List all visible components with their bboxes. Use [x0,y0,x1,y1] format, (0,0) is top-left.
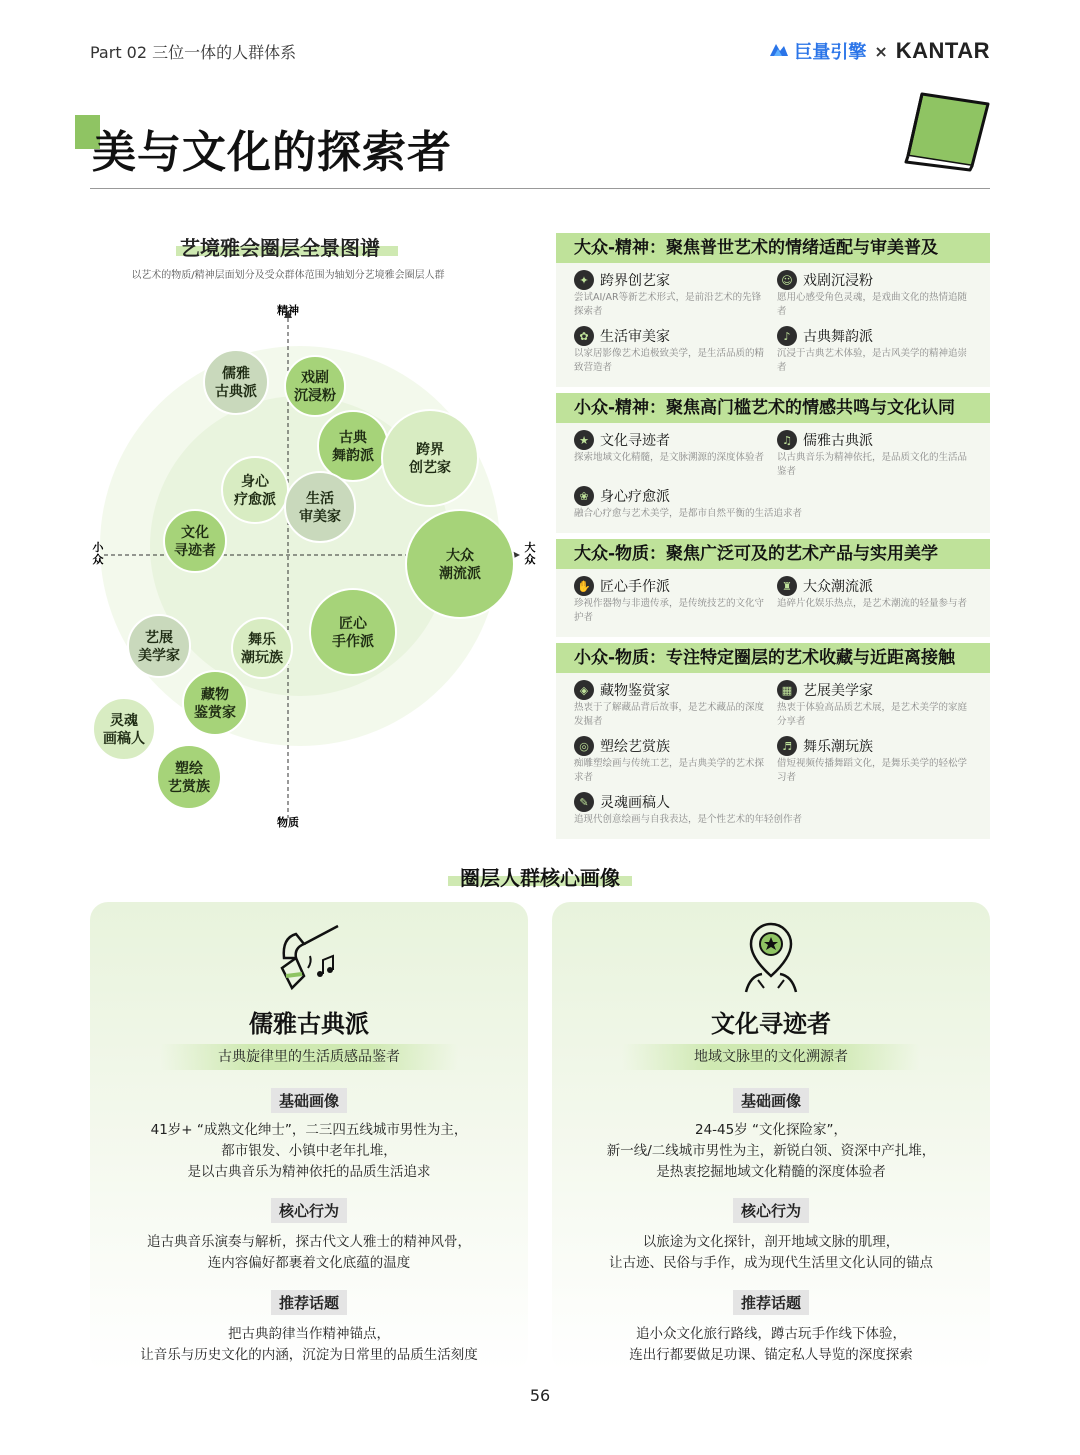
oceanengine-icon [768,42,790,60]
behavior-line: 以旅途为文化探针，剖开地域文脉的肌理， [642,1234,900,1250]
segment-item-desc: 珍视作器物与非遗传承，是传统技艺的文化守护者 [574,598,765,623]
persona-icon: ♫ [777,430,797,450]
segment-item-name [574,575,767,597]
bubble-label: 潮玩族 [241,650,283,666]
behavior-line: 追古典音乐演奏与解析，探古代文人雅士的精神风骨， [147,1234,471,1250]
segment-item-label: 儒雅古典派 [803,433,873,449]
segment-item-label: 戏剧沉浸粉 [803,273,873,289]
topic-label: 推荐话题 [271,1290,347,1315]
persona-card-explorer [552,902,990,1372]
topic-line: 让音乐与历史文化的内涵，沉淀为日常里的品质生活刻度 [140,1347,478,1363]
segment-item [574,269,777,319]
segment-item-name [777,429,970,451]
brand-times: × [874,41,888,61]
segment-item-desc: 探索地域文化精髓，是文脉溯源的深度体验者 [574,452,765,463]
segment-body [556,423,990,533]
core-title: 圈层人群核心画像 [460,866,620,890]
persona-card-classical [90,902,528,1372]
persona-icon: ◎ [574,736,594,756]
bubble-circle [93,698,155,760]
bubble-label: 古典派 [215,384,257,400]
bubble-label: 舞乐 [248,632,276,648]
bubble-label: 匠心 [339,616,367,632]
behavior-line: 连内容偏好都裹着文化底蕴的温度 [207,1255,411,1271]
section-label: Part 02 三位一体的人群体系 [90,43,297,62]
behavior-label: 核心行为 [271,1198,347,1223]
basic-label: 基础画像 [733,1088,809,1113]
axis-bottom-label: 物质 [277,816,299,829]
axis-top-label: 精神 [277,304,299,317]
segment-item-label: 跨界创艺家 [600,273,670,289]
persona-icon: ✎ [574,792,594,812]
segment-item [574,735,777,785]
page-number: 56 [529,1386,551,1405]
persona-icon: ✦ [574,270,594,290]
segment-item-desc: 尝试AI/AR等新艺术形式，是前沿艺术的先锋探索者 [574,292,762,317]
bubble-7 [406,510,514,618]
map-title: 艺境雅会圈层全景图谱 [180,236,380,260]
bubble-label: 审美家 [299,509,341,525]
bubble-label: 手作派 [332,634,374,650]
segment-item [777,575,980,625]
segment-item [777,269,980,319]
persona-tagline: 地域文脉里的文化溯源者 [622,1044,920,1070]
behavior-text [110,1232,508,1274]
bubble-label: 身心 [241,474,269,490]
bubble-label: 大众 [446,548,474,564]
persona-icon: ◈ [574,680,594,700]
bubble-label: 跨界 [416,442,444,458]
conductor-icon [274,918,344,998]
topic-line: 连出行都要做足功课、锚定私人导览的深度探索 [629,1347,913,1363]
persona-icon: ✿ [574,326,594,346]
bubble-circle [285,356,345,416]
bubble-circle [318,411,388,481]
persona-icon: ♜ [777,576,797,596]
segment-item-desc: 沉浸于古典艺术体验，是古风美学的精神追崇者 [777,348,968,373]
brand-logos [768,38,990,64]
behavior-label: 核心行为 [733,1198,809,1223]
segment-item-desc: 融合心疗愈与艺术美学，是都市自然平衡的生活追求者 [574,508,803,519]
basic-line: 新一线/二线城市男性为主，新锐白领、资深中产扎堆， [606,1143,936,1159]
basic-line: 是以古典音乐为精神依托的品质生活追求 [187,1164,431,1180]
bubble-circle [285,472,355,542]
bubble-label: 文化 [181,525,209,541]
segment-item-name [574,679,767,701]
persona-icon: ✋ [574,576,594,596]
segment-item-desc: 热衷于体验高品质艺术展，是艺术美学的家庭分享者 [777,702,968,727]
segment-item-label: 塑绘艺赏族 [600,739,670,755]
segment-item-label: 生活审美家 [600,329,670,345]
segment-item-label: 藏物鉴赏家 [600,683,670,699]
persona-icon: ♪ [777,326,797,346]
bubble-label: 舞韵派 [332,448,374,464]
basic-text [110,1120,508,1183]
segment-item-desc: 追现代创意绘画与自我表达，是个性艺术的年轻创作者 [574,814,803,825]
segment-header: 小众-物质：专注特定圈层的艺术收藏与近距离接触 [556,643,990,673]
segment-panel [556,233,990,839]
title-divider [90,188,990,189]
bubble-1 [285,356,345,416]
bubble-8 [310,589,396,675]
topic-text [110,1324,508,1366]
persona-name: 儒雅古典派 [249,1010,369,1038]
bubble-label: 戏剧 [301,370,329,386]
segment-item-desc: 借短视频传播舞蹈文化，是舞乐美学的轻松学习者 [777,758,968,783]
segment-item-desc: 愿用心感受角色灵魂，是戏曲文化的热情追随者 [777,292,968,317]
segment-item [574,575,777,625]
bubble-label: 画稿人 [103,731,145,747]
topic-line: 追小众文化旅行路线，蹲古玩手作线下体验， [636,1326,906,1342]
explorer-icon [736,918,806,998]
basic-line: 是热衷挖掘地域文化精髓的深度体验者 [656,1164,886,1180]
segment-item [574,791,980,827]
basic-line: 都市银发、小镇中老年扎堆， [221,1143,397,1159]
segment-item-name [574,429,767,451]
bubble-11 [183,671,247,735]
segment-item-name [777,735,970,757]
audience-map [90,296,536,836]
segment-body [556,673,990,839]
bubble-circle [204,350,268,414]
segment-item-name [574,791,970,813]
bubble-6 [164,510,226,572]
segment-item [574,679,777,729]
segment-item-desc: 以古典音乐为精神依托，是品质文化的生活品鉴者 [777,452,968,477]
page-title: 美与文化的探索者 [92,127,452,178]
basic-line: 24-45岁 “文化探险家”， [694,1122,847,1138]
bubble-label: 鉴赏家 [194,705,236,721]
segment-item-label: 舞乐潮玩族 [803,739,873,755]
bubble-3 [382,410,478,506]
bubble-label: 塑绘 [175,761,203,777]
segment-body [556,569,990,637]
segment-item [777,679,980,729]
bubble-circle [406,510,514,618]
segment-item-name [777,575,970,597]
segment-item-desc: 追碎片化娱乐热点，是艺术潮流的轻量参与者 [777,598,968,609]
map-subtitle: 以艺术的物质/精神层面划分及受众群体范围为轴划分艺境雅会圈层人群 [131,270,445,281]
bubble-label: 创艺家 [409,460,451,476]
segment-header: 小众-精神：聚焦高门槛艺术的情感共鸣与文化认同 [556,393,990,423]
basic-label: 基础画像 [271,1088,347,1113]
segment-item-label: 艺展美学家 [803,683,873,699]
bubble-circle [157,745,221,809]
bubble-circle [128,615,190,677]
bubble-label: 古典 [339,430,367,446]
bubble-label: 寻迹者 [174,543,216,559]
axis-right-label: 大众 [524,541,536,566]
segment-header: 大众-精神：聚焦普世艺术的情绪适配与审美普及 [556,233,990,263]
basic-text [572,1120,970,1183]
bubble-circle [310,589,396,675]
persona-icon: ☺ [777,270,797,290]
segment-item-desc: 痴雕塑绘画与传统工艺，是古典美学的艺术探求者 [574,758,765,783]
segment-item-name [777,679,970,701]
brand1-text: 巨量引擎 [794,42,867,63]
bubble-label: 美学家 [138,648,180,664]
segment-item-name [574,485,970,507]
bubble-label: 藏物 [201,687,229,703]
segment-item [777,325,980,375]
persona-icon: ▦ [777,680,797,700]
bubble-4 [222,457,288,523]
oceanengine-logo [768,38,866,64]
segment-item-label: 灵魂画稿人 [600,795,670,811]
segment-item [777,429,980,479]
bubble-label: 疗愈派 [234,492,276,508]
bubble-label: 生活 [306,491,334,507]
persona-icon: ♬ [777,736,797,756]
bubble-label: 灵魂 [110,713,138,729]
segment-item-name [574,735,767,757]
topic-label: 推荐话题 [733,1290,809,1315]
segment-item-label: 身心疗愈派 [600,489,670,505]
segment-item-name [574,269,767,291]
persona-tagline: 古典旋律里的生活质感品鉴者 [160,1044,458,1070]
bubble-label: 艺展 [145,630,173,646]
segment-item-label: 匠心手作派 [600,579,670,595]
bubble-9 [128,615,190,677]
bubble-5 [285,472,355,542]
segment-item [777,735,980,785]
bubble-label: 艺赏族 [168,779,210,795]
persona-icon: ❀ [574,486,594,506]
bubble-10 [232,618,292,678]
persona-name: 文化寻迹者 [711,1010,831,1038]
segment-item [574,429,777,479]
segment-item-label: 文化寻迹者 [600,433,670,449]
segment-item-desc: 以家居影像艺术追极致美学，是生活品质的精致营造者 [574,348,765,373]
kantar-logo: KANTAR [895,38,990,63]
segment-header: 大众-物质：聚焦广泛可及的艺术产品与实用美学 [556,539,990,569]
bubble-2 [318,411,388,481]
segment-item-desc: 热衷于了解藏品背后故事，是艺术藏品的深度发掘者 [574,702,765,727]
segment-item-name [777,325,970,347]
segment-item-name [777,269,970,291]
bubble-12 [93,698,155,760]
bubble-0 [204,350,268,414]
basic-line: 41岁+ “成熟文化绅士”，二三四五线城市男性为主， [150,1122,468,1138]
segment-item-name [574,325,767,347]
axis-left-label: 小众 [92,541,104,566]
bubble-13 [157,745,221,809]
segment-item-label: 大众潮流派 [803,579,873,595]
persona-icon: ★ [574,430,594,450]
bubble-circle [164,510,226,572]
segment-item [574,325,777,375]
bubble-label: 潮流派 [439,566,481,582]
segment-body [556,263,990,387]
topic-text [572,1324,970,1366]
segment-item-label: 古典舞韵派 [803,329,873,345]
segment-item [574,485,980,521]
bubble-circle [183,671,247,735]
topic-line: 把古典韵律当作精神锚点， [228,1326,390,1342]
bubble-circle [222,457,288,523]
bubble-label: 儒雅 [222,366,250,382]
bubble-label: 沉浸粉 [294,388,336,404]
behavior-line: 让古迹、民俗与手作，成为现代生活里文化认同的锚点 [609,1255,933,1271]
book-icon [902,90,992,170]
behavior-text [572,1232,970,1274]
bubble-circle [232,618,292,678]
bubble-circle [382,410,478,506]
